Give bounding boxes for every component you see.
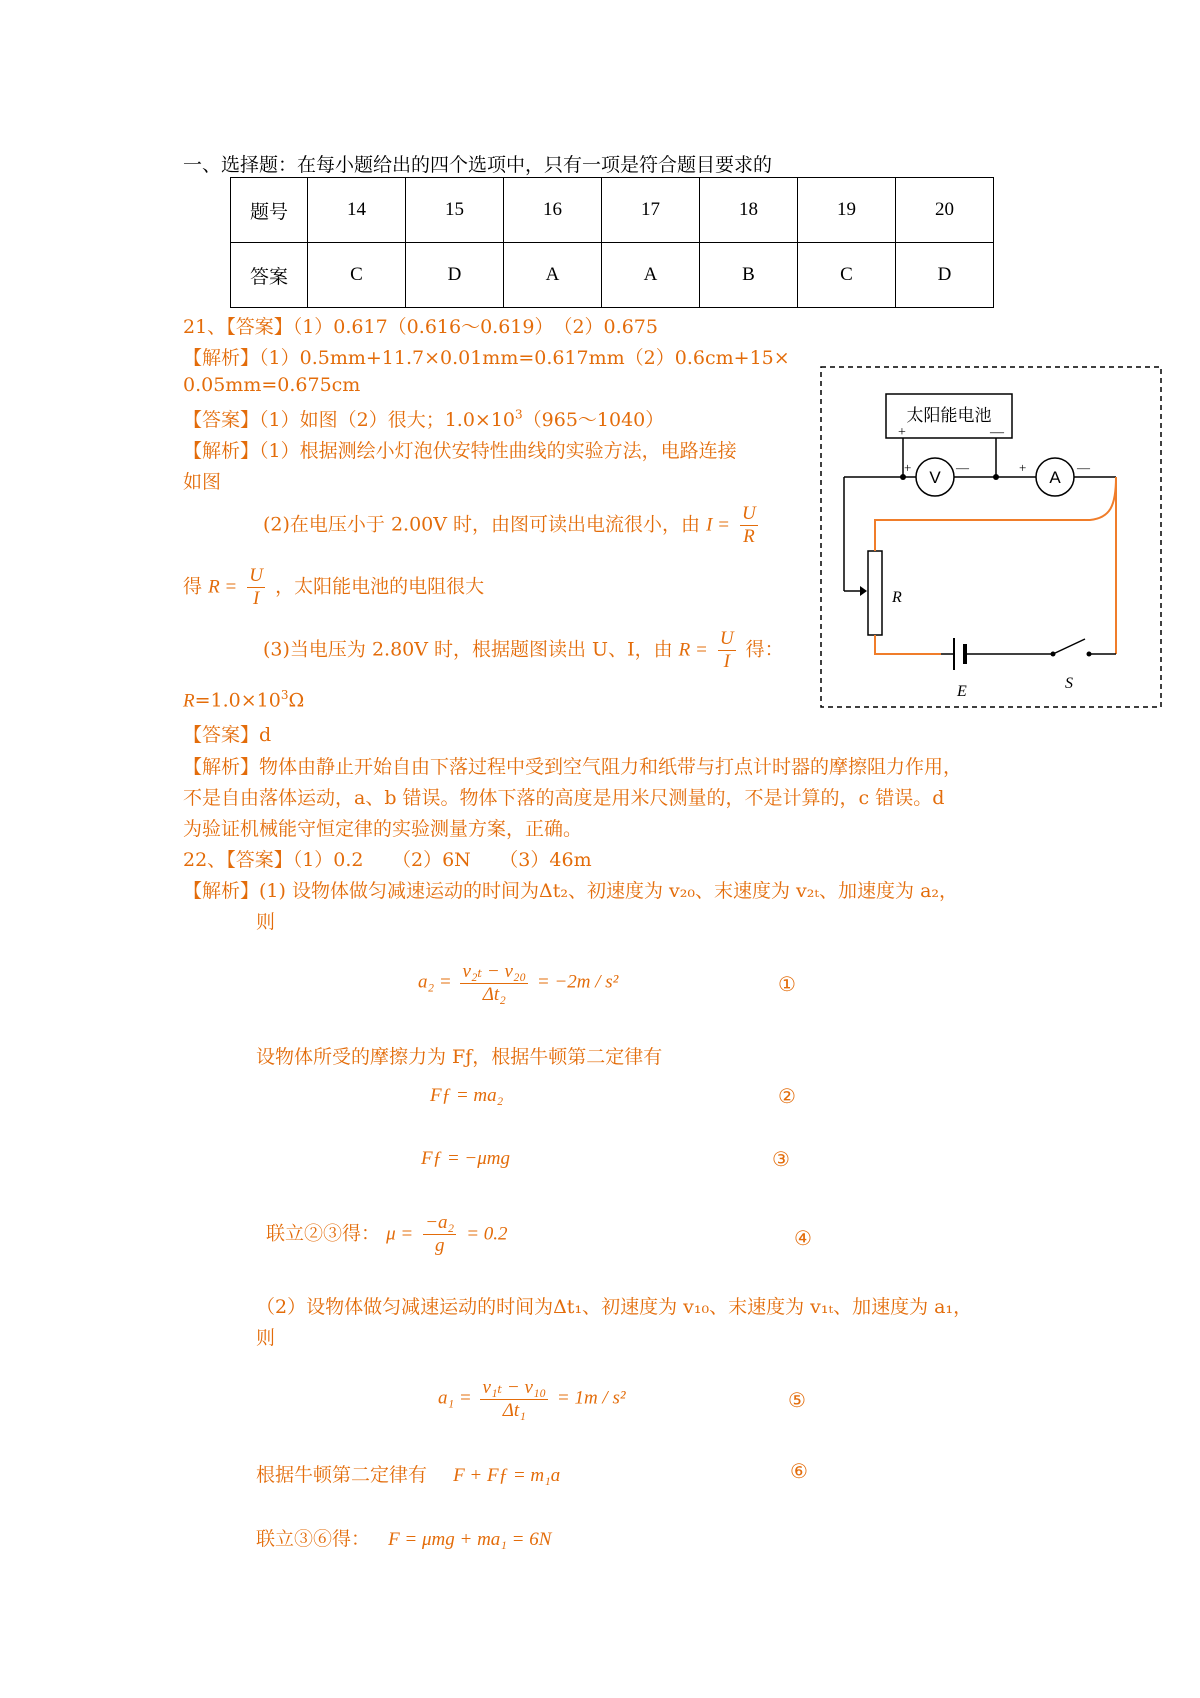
eq-rhs: = 0.2 [466,1223,508,1245]
q21-prefix: 21、 [183,316,227,338]
part3-text: 得： [745,638,784,661]
q22-p2-text: 设物体所受的摩擦力为 Fƒ，根据牛顿第二定律有 [256,1046,663,1068]
q21-answer-text: （1）0.617（0.616～0.619） （2）0.675 [292,316,658,338]
q22-analysis-line2: 则 [256,911,276,933]
table-cell: A [504,243,602,308]
slider-arrow [860,586,867,596]
analysis-text: （1）根据测绘小灯泡伏安特性曲线的实验方法，电路连接 [259,440,737,462]
table-cell: 16 [504,178,602,243]
q22-prefix: 22、 [183,849,227,871]
numerator: −a₂ [425,1212,455,1233]
answer-text: d [259,724,272,746]
analysis-text: （1）0.5mm+11.7×0.01mm=0.617mm（2）0.6cm+15× [259,347,790,369]
denominator: I [253,588,260,609]
source-label: E [957,683,967,700]
analysis-tag: 【解析】 [183,440,260,462]
eq-rhs: = −2m / s² [536,971,619,993]
voltmeter-minus: — [956,460,969,475]
table-cell: 17 [602,178,700,243]
section-title: 一、选择题：在每小题给出的四个选项中，只有一项是符合题目要求的 [183,154,773,176]
q21-answer3-line [183,720,271,747]
q21-analysis2-line1 [183,436,737,463]
table-cell: A [602,243,700,308]
table-cell: 20 [896,178,994,243]
table-cell: C [308,243,406,308]
formula-lhs: R = [678,639,708,661]
eq-rhs: = 1m / s² [556,1387,626,1409]
equation-5 [438,1376,626,1422]
fraction [460,960,528,1006]
table-cell: 15 [406,178,504,243]
q22-p3-line1: （2）设物体做匀减速运动的时间为Δt₁、初速度为 v₁₀、末速度为 v₁ₜ、加速度为 a₁， [256,1296,973,1318]
part3-text: (3)当电压为 2.80V 时，根据题图读出 U、I，由 [263,638,673,661]
equation-1 [418,960,618,1006]
superscript: 3 [515,407,523,422]
switch-lever [1053,639,1085,654]
answer-text: （965～1040） [522,409,665,431]
orange-wire-bottom-left [875,635,941,654]
q21-answer-line [183,312,658,339]
eq-text: 根据牛顿第二定律有 [256,1464,428,1486]
numerator: v₁ₜ − v₁₀ [482,1377,547,1398]
part2-text: 得 [183,575,203,598]
eq-mark-4: ④ [794,1226,812,1250]
superscript: 3 [280,688,289,702]
eq-text: 联立③⑥得： [256,1528,371,1550]
table-cell: 18 [700,178,798,243]
numerator: v₂ₜ − v₂₀ [462,961,527,982]
table-cell: D [406,243,504,308]
part2-text: ，太阳能电池的电阻很大 [275,575,485,598]
q22-analysis-line1 [183,876,958,903]
q21-analysis-line2: 0.05mm=0.675cm [183,374,361,396]
eq-mark-6: ⑥ [790,1459,808,1483]
q21-analysis3-line3: 为验证机械能守恒定律的实验测量方案，正确。 [183,818,583,840]
eq-body: F + Fƒ = m₁ɑ [453,1465,561,1486]
q21-part2-line [263,503,762,548]
denominator: Δt₁ [502,1400,526,1421]
orange-wire-top [875,477,1116,551]
ammeter-plus: + [1019,460,1027,475]
eq-body: F = μmg + ma₁ = 6N [388,1529,552,1550]
answer-table [230,177,994,308]
answer-tag: 【答案】 [226,316,293,338]
table-cell: 14 [308,178,406,243]
eq-lhs: a₂ = [418,971,452,993]
part2-text: (2)在电压小于 2.00V 时，由图可读出电流很小，由 [263,513,701,536]
q21-analysis3-line2: 不是自由落体运动，a、b 错误。物体下落的高度是用米尺测量的，不是计算的，c 错误。d [183,787,945,809]
table-cell: B [700,243,798,308]
eq-mark-2: ② [778,1084,796,1108]
junction-dot [993,474,999,480]
q21-part2-line2 [183,565,484,610]
fraction [740,503,758,548]
eq-mark-5: ⑤ [788,1388,806,1412]
equation-2: Fƒ = ma₂ [430,1085,504,1106]
denominator: Δt₂ [482,984,506,1005]
q21-analysis-line1 [183,343,790,370]
answer-tag: 【答案】 [183,724,260,746]
analysis-text: (1) 设物体做匀减速运动的时间为Δt₂、初速度为 v₂₀、末速度为 v₂ₜ、加速度为 a₂， [259,880,959,902]
voltmeter-plus: + [904,460,912,475]
denominator: I [723,651,730,672]
numerator: U [742,503,756,524]
result-symbol: R [183,690,195,712]
equation-7 [256,1524,551,1551]
q21-part3-result [183,688,304,712]
q21-analysis2-line2: 如图 [183,471,222,493]
solar-battery-label: 太阳能电池 [906,406,992,426]
formula-lhs: I = [706,514,730,536]
eq-mark-3: ③ [772,1147,790,1171]
formula-lhs: R = [208,576,238,598]
q21-analysis3-line1 [183,752,962,779]
q21-answer2-line [183,405,664,432]
answer-text: （1）0.2 （2）6N （3）46m [292,849,592,871]
rheostat [868,551,882,635]
ammeter-minus: — [1077,460,1090,475]
voltmeter-label: V [929,468,941,487]
answer-tag: 【答案】 [183,409,260,431]
table-answer-label: 答案 [231,243,308,308]
q22-p3-line2: 则 [256,1327,276,1349]
answer-text: （1）如图（2）很大；1.0×10 [259,409,516,431]
table-cell: 19 [798,178,896,243]
table-cell: C [798,243,896,308]
circuit-diagram [820,366,1162,708]
numerator: U [719,628,734,649]
numerator: U [249,565,264,586]
fraction [718,628,736,673]
q21-part3-line [263,628,784,673]
eq-mark-1: ① [778,972,796,996]
eq-lhs: μ = [386,1223,414,1245]
ammeter-label: A [1049,468,1061,487]
fraction [247,565,265,610]
result-unit: Ω [288,689,305,712]
rheostat-label: R [892,589,902,606]
switch-label: S [1065,675,1073,692]
analysis-text: 物体由静止开始自由下落过程中受到空气阻力和纸带与打点计时器的摩擦阻力作用， [259,756,963,778]
equation-6 [256,1460,560,1487]
plus-sign: + [898,425,906,440]
analysis-tag: 【解析】 [183,347,260,369]
fraction [480,1376,548,1422]
denominator: R [743,526,755,547]
table-header-label: 题号 [231,178,308,243]
fraction [423,1212,456,1257]
eq-lhs: a₁ = [438,1387,472,1409]
analysis-tag: 【解析】 [183,880,260,902]
table-cell: D [896,243,994,308]
analysis-tag: 【解析】 [183,756,260,778]
q22-answer-line [183,845,592,872]
answer-tag: 【答案】 [226,849,293,871]
minus-sign: — [990,425,1004,440]
equation-3: Fƒ = −μmg [421,1148,511,1169]
denominator: g [434,1235,445,1256]
result-text: =1.0×10 [194,689,281,712]
equation-4 [266,1212,508,1257]
eq-text: 联立②③得： [266,1222,381,1245]
